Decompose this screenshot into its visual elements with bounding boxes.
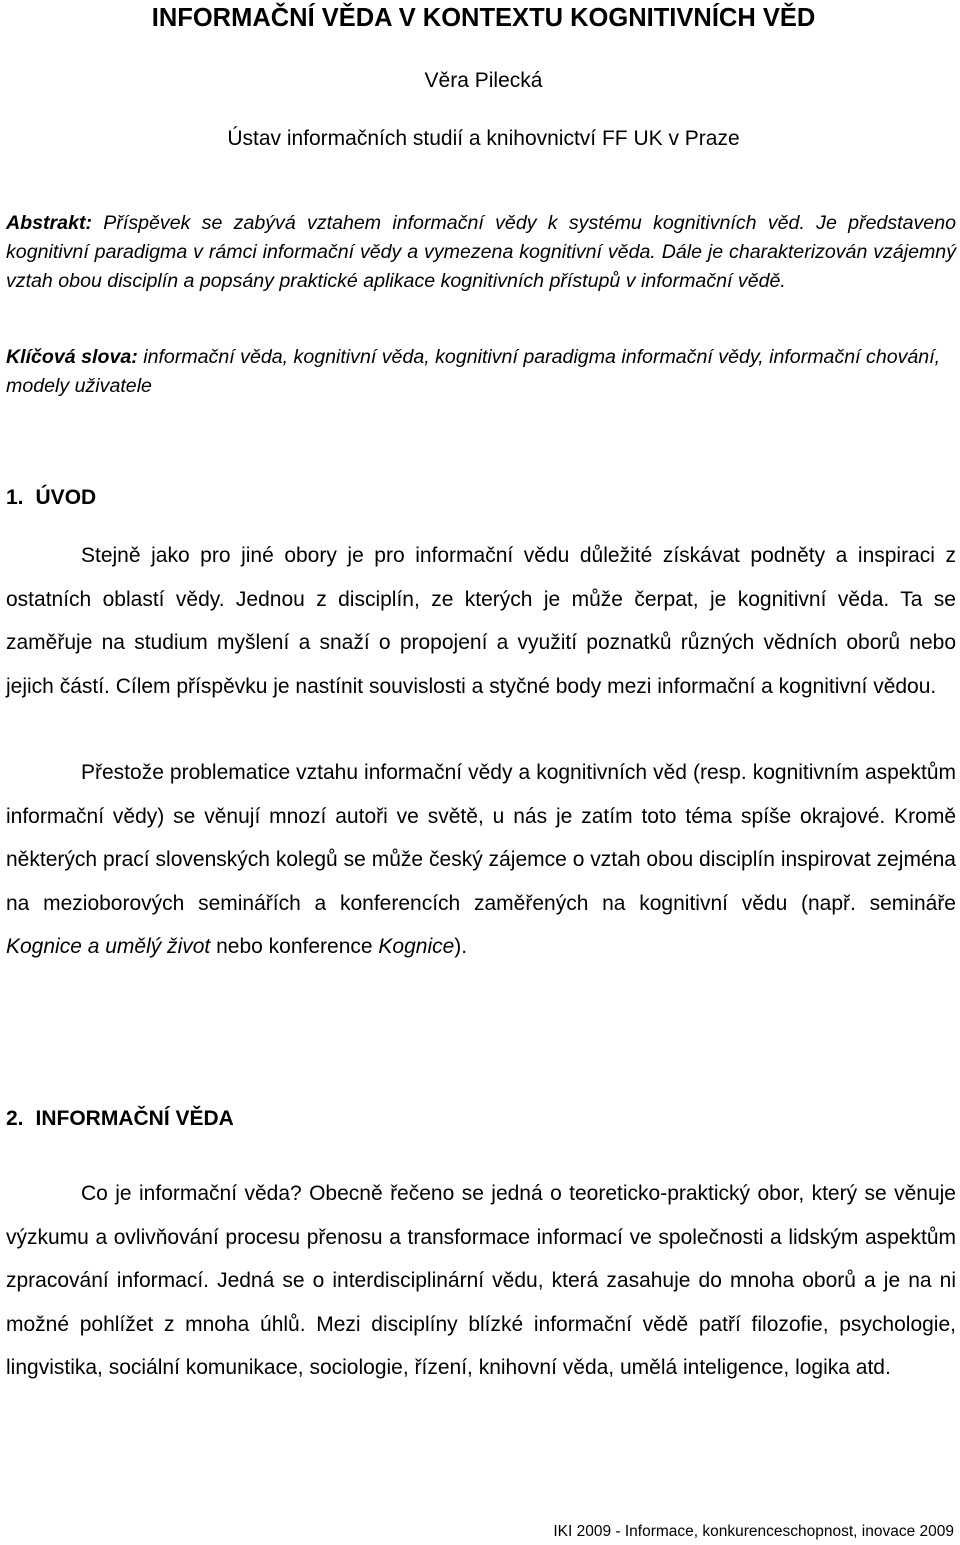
conference-title: Kognice <box>378 935 455 959</box>
section-heading-information-science <box>6 1104 234 1134</box>
keywords <box>6 343 956 401</box>
intro-paragraph-1 <box>6 534 956 708</box>
abstract-text: Příspěvek se zabývá vztahem informační vědy k systému kognitivních věd. Je představeno kognitivní paradigma v rámci informační vědy a vymezena kognitivní věda. Dále je charakterizován vzájemný vztah obou disciplín a popsány praktické aplikace kognitivních přístupů v informační vědě. <box>6 212 956 292</box>
abstract <box>6 209 956 296</box>
section-title: ÚVOD <box>35 486 97 509</box>
information-science-paragraph <box>6 1172 956 1390</box>
paper-title: INFORMAČNÍ VĚDA V KONTEXTU KOGNITIVNÍCH VĚD <box>151 4 816 32</box>
section-number: 2. <box>6 1107 24 1130</box>
keywords-text: informační věda, kognitivní věda, kognitivní paradigma informační vědy, informační chování, modely uživatele <box>6 346 941 397</box>
author-name: Věra Pilecká <box>424 69 543 92</box>
keywords-label: Klíčová slova: <box>6 346 138 368</box>
section-number: 1. <box>6 486 24 509</box>
seminar-title: Kognice a umělý život <box>6 935 211 959</box>
abstract-label: Abstrakt: <box>6 212 93 234</box>
paragraph-text: ). <box>454 935 468 959</box>
paragraph-text: Co je informační věda? Obecně řečeno se jedná o teoreticko-praktický obor, který se věnuje výzkumu a ovlivňování procesu přenosu a transformace informací ve společnosti a lidským aspektům zpracování informací. Jedná se o interdisciplinární vědu, která zasahuje do mnoha oborů a je na ni možné pohlížet z mnoha úhlů. Mezi disciplíny blízké informační vědě patří filozofie, psychologie, lingvistika, sociální komunikace, sociologie, řízení, knihovní věda, umělá inteligence, logika atd. <box>6 1182 956 1380</box>
author-affiliation: Ústav informačních studií a knihovnictví FF UK v Praze <box>227 127 740 150</box>
section-heading-intro <box>6 483 96 513</box>
intro-paragraph-2 <box>6 751 956 969</box>
paragraph-text: Přestože problematice vztahu informační vědy a kognitivních věd (resp. kognitivním aspektům informační vědy) se věnují mnozí autoři ve světě, u nás je zatím toto téma spíše okrajové. Kromě některých prací slovenských kolegů se může český zájemce o vztah obou disciplín inspirovat zejména na mezioborových seminářích a konferencích zaměřených na kognitivní vědu (např. semináře <box>6 761 956 915</box>
paragraph-text: nebo konference <box>210 935 379 959</box>
paragraph-text: Stejně jako pro jiné obory je pro informační vědu důležité získávat podněty a inspiraci z ostatních oblastí vědy. Jednou z disciplín, ze kterých je může čerpat, je kognitivní věda. Ta se zaměřuje na studium myšlení a snaží o propojení a využití poznatků různých vědních oborů nebo jejich částí. Cílem příspěvku je nastínit souvislosti a styčné body mezi informační a kognitivní vědou. <box>6 544 956 698</box>
section-title: INFORMAČNÍ VĚDA <box>35 1107 234 1130</box>
page-footer: IKI 2009 - Informace, konkurenceschopnost, inovace 2009 <box>553 1523 954 1540</box>
